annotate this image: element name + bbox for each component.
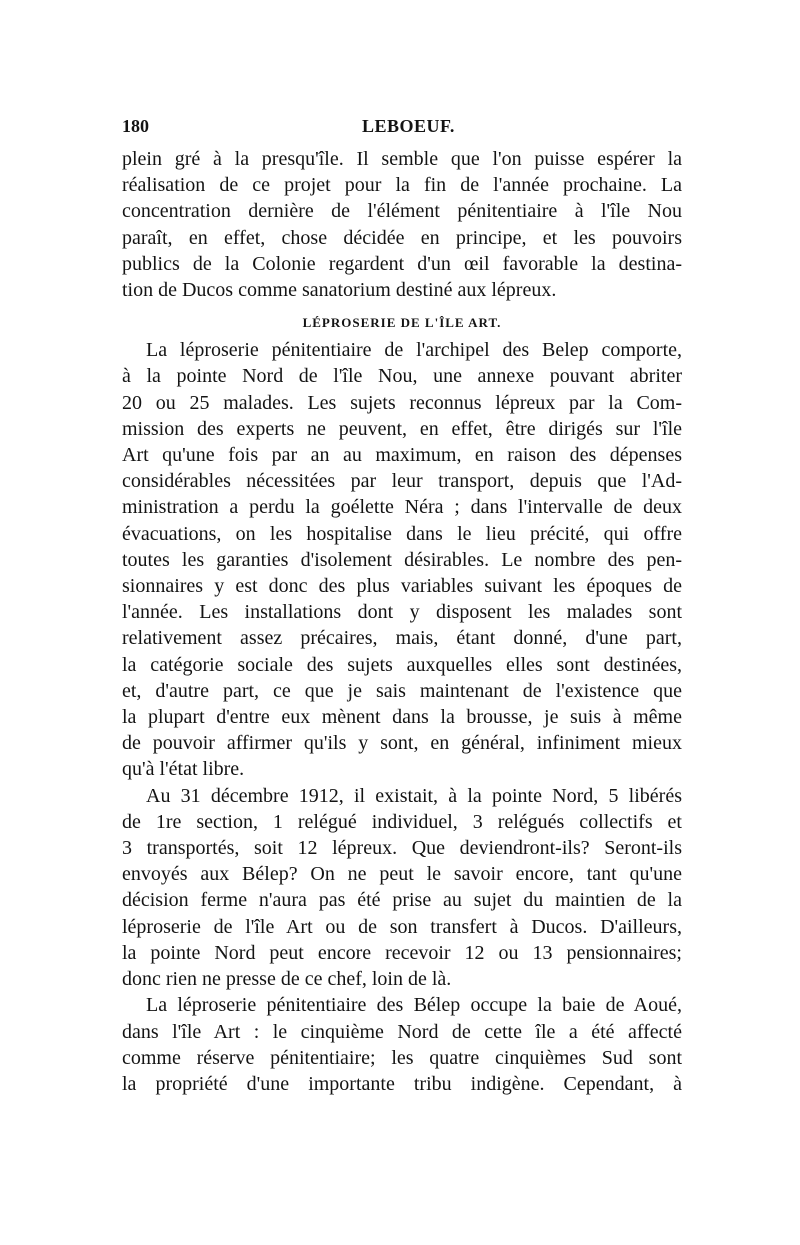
text-line: la propriété d'une importante tribu indigène. Cependant, à: [122, 1072, 682, 1095]
text-line: donc rien ne presse de ce chef, loin de là.: [122, 968, 452, 991]
paragraph-4: [122, 992, 682, 1097]
text-line: dans l'île Art : le cinquième Nord de cette île a été affecté: [122, 1020, 682, 1043]
text-line: 20 ou 25 malades. Les sujets reconnus lépreux par la Com-: [122, 391, 682, 414]
text-line: décision ferme n'aura pas été prise au sujet du maintien de la: [122, 889, 682, 912]
text-line: relativement assez précaires, mais, étant donné, d'une part,: [122, 627, 682, 650]
running-head: LEBOEUF.: [362, 116, 455, 136]
paragraph-2: [122, 337, 682, 782]
text-line: la catégorie sociale des sujets auxquelles elles sont destinées,: [122, 653, 682, 676]
text-line: mission des experts ne peuvent, en effet, être dirigés sur l'île: [122, 417, 682, 440]
text-line: La léproserie pénitentiaire de l'archipel des Belep comporte,: [146, 339, 682, 362]
text-line: sionnaires y est donc des plus variables suivant les époques de: [122, 575, 682, 598]
paragraph-3: [122, 783, 682, 993]
page-number: 180: [122, 116, 149, 136]
text-line: à la pointe Nord de l'île Nou, une annexe pouvant abriter: [122, 365, 682, 388]
section-title: LÉPROSERIE DE L'ÎLE ART.: [302, 315, 502, 331]
text-line: toutes les garanties d'isolement désirables. Le nombre des pen-: [122, 548, 682, 571]
text-line: La léproserie pénitentiaire des Bélep occupe la baie de Aoué,: [146, 994, 682, 1017]
text-line: réalisation de ce projet pour la fin de l'année prochaine. La: [122, 174, 682, 197]
text-line: concentration dernière de l'élément pénitentiaire à l'île Nou: [122, 200, 682, 223]
text-line: de pouvoir affirmer qu'ils y sont, en général, infiniment mieux: [122, 732, 682, 755]
paragraph-1: [122, 146, 682, 303]
text-line: Au 31 décembre 1912, il existait, à la pointe Nord, 5 libérés: [146, 784, 682, 807]
text-line: l'année. Les installations dont y disposent les malades sont: [122, 601, 682, 624]
text-line: léproserie de l'île Art ou de son transfert à Ducos. D'ailleurs,: [122, 915, 682, 938]
page-body: [122, 146, 682, 1097]
text-line: ministration a perdu la goélette Néra ; dans l'intervalle de deux: [122, 496, 682, 519]
text-line: évacuations, on les hospitalise dans le lieu précité, qui offre: [122, 522, 682, 545]
text-line: publics de la Colonie regardent d'un œil favorable la destina-: [122, 252, 682, 275]
text-line: qu'à l'état libre.: [122, 758, 245, 781]
text-line: la plupart d'entre eux mènent dans la brousse, je suis à même: [122, 706, 682, 729]
text-line: comme réserve pénitentiaire; les quatre cinquièmes Sud sont: [122, 1046, 682, 1069]
text-line: et, d'autre part, ce que je sais maintenant de l'existence que: [122, 679, 682, 702]
text-line: plein gré à la presqu'île. Il semble que l'on puisse espérer la: [122, 148, 682, 170]
text-line: de 1re section, 1 relégué individuel, 3 relégués collectifs et: [122, 810, 682, 833]
text-line: Art qu'une fois par an au maximum, en raison des dépenses: [122, 444, 682, 467]
page-header: [122, 116, 682, 142]
text-line: envoyés aux Bélep? On ne peut le savoir encore, tant qu'une: [122, 863, 682, 886]
text-line: tion de Ducos comme sanatorium destiné aux lépreux.: [122, 279, 557, 302]
text-line: la pointe Nord peut encore recevoir 12 ou 13 pensionnaires;: [122, 941, 682, 964]
text-line: paraît, en effet, chose décidée en principe, et les pouvoirs: [122, 226, 682, 249]
text-line: considérables nécessitées par leur transport, depuis que l'Ad-: [122, 470, 682, 493]
text-line: 3 transportés, soit 12 lépreux. Que deviendront-ils? Seront-ils: [122, 837, 682, 860]
